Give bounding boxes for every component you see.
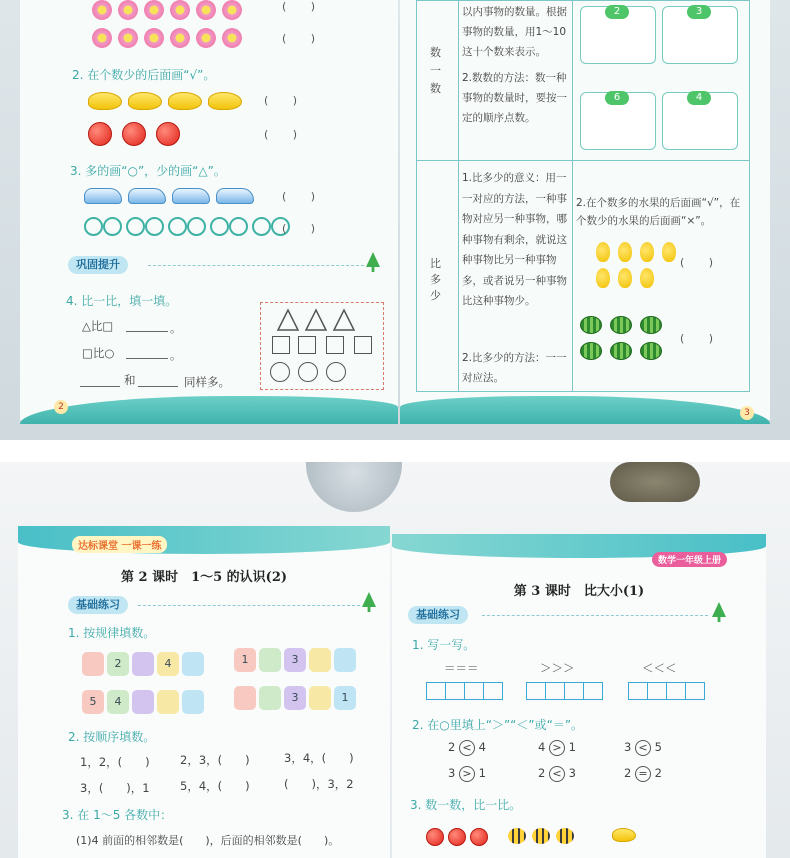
question-1: 1. 按规律填数。 <box>68 626 156 640</box>
period: 。 <box>170 348 182 362</box>
blank-line <box>80 386 120 387</box>
mango-row <box>88 92 242 110</box>
question-3: 3. 在 1～5 各数中： <box>62 808 173 822</box>
blank-line <box>126 358 168 359</box>
wooden-toy-decoration <box>610 462 700 502</box>
same-text: 同样多。 <box>184 375 230 389</box>
page-wave <box>20 396 398 424</box>
mango-row <box>612 828 636 842</box>
count-method: 2.数数的方法：数一种事物的数量时，要按一定的顺序点数。 <box>462 72 567 124</box>
period: 。 <box>170 321 182 335</box>
table-row-line <box>416 160 750 161</box>
section-divider <box>148 265 364 266</box>
compare-item: 4 > 1 <box>538 740 576 754</box>
ticket-row-2b: 3 1 <box>234 686 356 710</box>
compare-meaning: 1.比多少的意义：用一一对应的方法，一种事物对应另一种事物，哪种事物有剩余，就说这种事物比另一种事物多，或者说另一种事物比这种事物少。 <box>462 172 567 307</box>
square-shape <box>326 336 344 354</box>
apple-row <box>88 122 180 146</box>
section-basic: 基础练习 <box>68 596 128 614</box>
ticket-row-1a: 2 4 <box>82 652 204 676</box>
compare-item: 2 < 3 <box>538 766 576 780</box>
top-right-page <box>400 0 770 420</box>
apple-row <box>426 828 488 846</box>
ticket-row-1b: 1 3 <box>234 648 356 672</box>
bottom-left-page <box>18 526 390 858</box>
melon-row-1 <box>580 316 662 334</box>
compare-item: 3 > 1 <box>448 766 486 780</box>
row-label-compare: 比多少 <box>430 257 441 302</box>
bike-row <box>84 218 290 236</box>
section-consolidate: 巩固提升 <box>68 256 128 274</box>
count-card-strawberries: 6 <box>580 92 656 150</box>
row-label-count: 数一数 <box>430 46 441 95</box>
top-left-page <box>20 0 398 420</box>
seq-item: 3，4，( ) <box>284 751 354 765</box>
header-logo: 达标课堂 一课一练 <box>72 536 167 553</box>
question-3: 3. 多的画“○”，少的画“△”。 <box>70 164 226 178</box>
writing-grid <box>526 682 602 700</box>
compare-method: 2.比多少的方法：一一对应法。 <box>462 352 567 384</box>
pear-row-2 <box>596 268 654 288</box>
count-card-mushrooms: 3 <box>662 6 738 64</box>
fruit-task: 2.在个数多的水果的后面画“√”，在个数少的水果的后面画“×”。 <box>576 197 741 227</box>
page-wave <box>400 396 770 424</box>
seq-item: 3，( )，1 <box>80 781 150 795</box>
writing-grid <box>628 682 704 700</box>
header-logo: 数学一年级上册 <box>652 552 727 567</box>
answer-paren: ( ) <box>264 94 298 107</box>
question-2: 2. 按顺序填数。 <box>68 730 156 744</box>
answer-paren: ( ) <box>282 222 316 235</box>
car-row <box>84 188 254 204</box>
compare-item: 3 < 5 <box>624 740 662 754</box>
section-basic: 基础练习 <box>408 606 468 624</box>
seq-item: 1，2，( ) <box>80 755 150 769</box>
blank-line <box>138 386 178 387</box>
symbol-equal: ＝＝＝ <box>444 661 479 675</box>
answer-paren: ( ) <box>264 128 298 141</box>
question-4: 4. 比一比，填一填。 <box>66 294 178 308</box>
tree-icon <box>366 252 380 272</box>
flower-row-1 <box>92 0 242 20</box>
photo-divider <box>0 440 790 462</box>
compare-line-1: △比□ <box>82 319 114 333</box>
section-divider <box>138 605 360 606</box>
ticket-row-2a: 5 4 <box>82 690 204 714</box>
table-col-line <box>458 0 459 392</box>
question-2: 2. 在个数少的后面画“√”。 <box>72 68 216 82</box>
pear-row-1 <box>596 242 676 262</box>
answer-paren: ( ) <box>282 0 316 13</box>
bee-row <box>508 828 574 844</box>
compare-item: 2 < 4 <box>448 740 486 754</box>
question-1: 1. 写一写。 <box>412 638 476 652</box>
seq-item: 5，4，( ) <box>180 779 250 793</box>
and-text: 和 <box>124 373 136 387</box>
compare-line-2: □比○ <box>82 346 115 360</box>
answer-paren: ( ) <box>680 256 714 269</box>
seq-item: ( )，3，2 <box>284 777 354 791</box>
lesson-title: 第 2 课时 1～5 的认识(2) <box>120 570 288 585</box>
flower-pot-decoration <box>306 462 402 512</box>
seq-item: 2，3，( ) <box>180 753 250 767</box>
tree-icon <box>712 602 726 622</box>
triangles-row <box>268 308 378 332</box>
page-number: 3 <box>740 406 754 420</box>
page-number: 2 <box>54 400 68 414</box>
square-shape <box>298 336 316 354</box>
flower-row-2 <box>92 28 242 48</box>
compare-item: 2 = 2 <box>624 766 662 780</box>
section-divider <box>482 615 708 616</box>
count-explanation: 以内事物的数量。根据事物的数量，用1～10这十个数来表示。 <box>462 6 567 58</box>
circle-shape <box>326 362 346 382</box>
circle-shape <box>298 362 318 382</box>
square-shape <box>354 336 372 354</box>
circle-shape <box>270 362 290 382</box>
table-col-line <box>572 0 573 392</box>
answer-paren: ( ) <box>282 32 316 45</box>
question-3-1: (1)4 前面的相邻数是( )，后面的相邻数是( )。 <box>76 834 340 847</box>
answer-paren: ( ) <box>282 190 316 203</box>
writing-grid <box>426 682 502 700</box>
bottom-book-photo <box>0 462 790 858</box>
square-shape <box>272 336 290 354</box>
count-card-flowers: 2 <box>580 6 656 64</box>
blank-line <box>126 331 168 332</box>
question-2: 2. 在○里填上“＞”“＜”或“＝”。 <box>412 718 584 732</box>
lesson-title: 第 3 课时 比大小(1) <box>513 584 645 599</box>
question-3: 3. 数一数，比一比。 <box>410 798 522 812</box>
tree-icon <box>362 592 376 612</box>
bottom-right-page <box>392 534 766 858</box>
melon-row-2 <box>580 342 662 360</box>
answer-paren: ( ) <box>680 332 714 345</box>
symbol-greater: ＞＞＞ <box>540 661 575 675</box>
symbol-less: ＜＜＜ <box>642 661 677 675</box>
count-card-peaches: 4 <box>662 92 738 150</box>
